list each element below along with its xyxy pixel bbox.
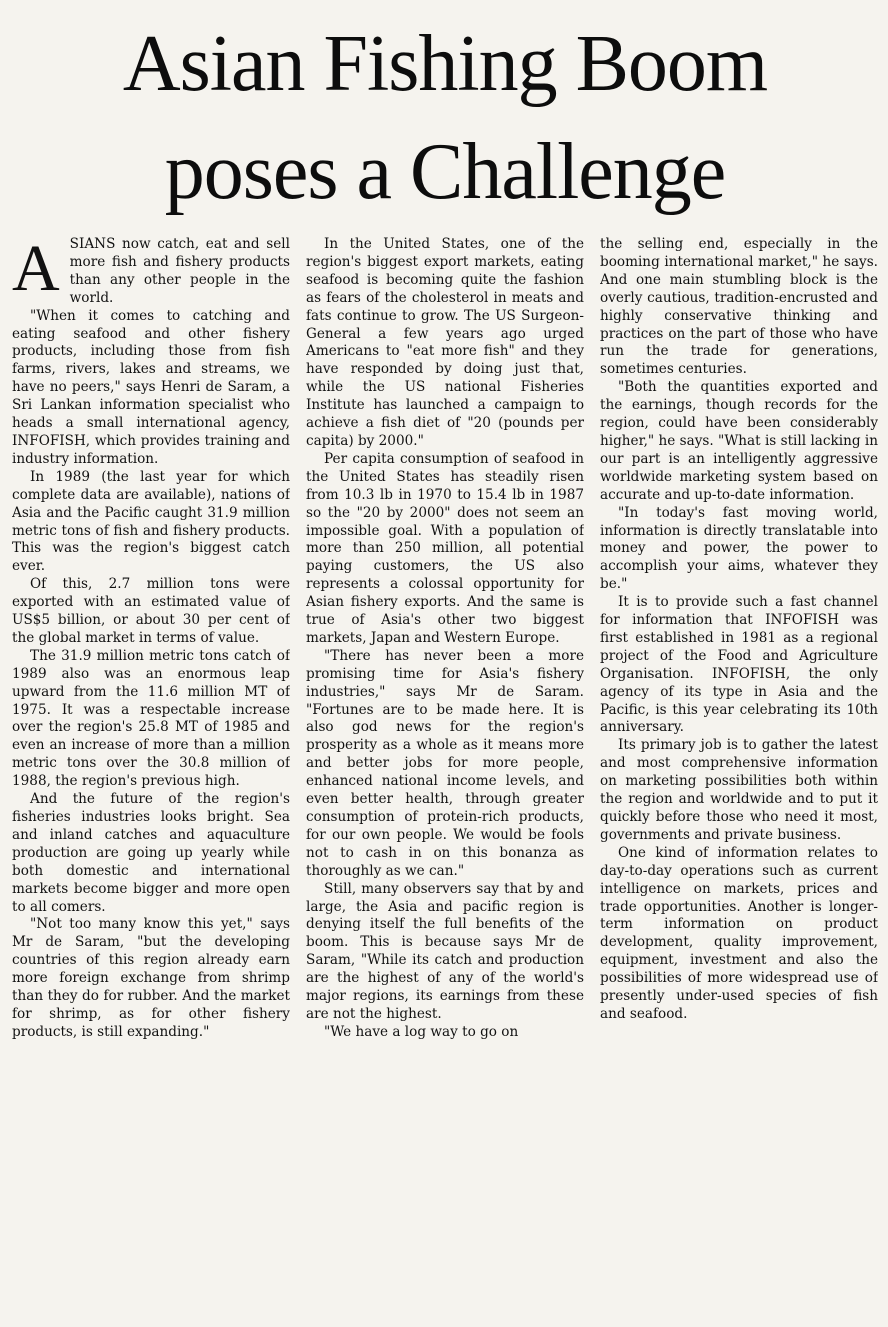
paragraph: In 1989 (the last year for which complete data are available), nations of Asia and the Pacific caught 31.9 million metric tons of fish and fishery products. This was the region's biggest catch ever.: [12, 468, 290, 575]
paragraph: Still, many observers say that by and large, the Asia and pacific region is denying itself the full benefits of the boom. This is because says Mr de Saram, "While its catch and production are the highest of any of the world's major regions, its earnings from these are not the highest.: [306, 880, 584, 1022]
paragraph: In the United States, one of the region's biggest export markets, eating seafood is becoming quite the fashion as fears of the cholesterol in meats and fats continue to grow. The US Surgeon-General a few years ago urged Americans to "eat more fish" and they have responded by doing just that, while the US national Fisheries Institute has launched a campaign to achieve a fish diet of "20 (pounds per capita) by 2000.": [306, 236, 584, 449]
paragraph: ASIANS now catch, eat and sell more fish and fishery products than any other people in the world.: [12, 236, 290, 306]
headline-line-1: Asian Fishing Boom: [122, 20, 768, 108]
paragraph: "When it comes to catching and eating seafood and other fishery products, including those from fish farms, rivers, lakes and streams, we have no peers," says Henri de Saram, a Sri Lankan information specialist who heads a small international agency, INFOFISH, which provides training and industry information.: [12, 307, 290, 467]
article-body: [12, 236, 878, 1321]
paragraph: The 31.9 million metric tons catch of 1989 also was an enormous leap upward from the 11.6 million MT of 1975. It was a respectable increase over the region's 25.8 MT of 1985 and even an increase of more than a million metric tons over the 30.8 million of 1988, the region's previous high.: [12, 647, 290, 790]
paragraph: It is to provide such a fast channel for information that INFOFISH was first established in 1981 as a regional project of the Food and Agriculture Organisation. INFOFISH, the only agency of its type in Asia and the Pacific, is this year celebrating its 10th anniversary.: [600, 594, 878, 736]
paragraph: Of this, 2.7 million tons were exported with an estimated value of US$5 billion, or about 30 per cent of the global market in terms of value.: [12, 576, 290, 646]
paragraph: Its primary job is to gather the latest and most comprehensive information on marketing possibilities both within the region and worldwide and to put it quickly before those who need it most, governments and private business.: [600, 737, 878, 843]
column-3: [600, 236, 878, 1321]
paragraph: Per capita consumption of seafood in the United States has steadily risen from 10.3 lb in 1970 to 15.4 lb in 1987 so the "20 by 2000" does not seem an impossible goal. With a population of more than 250 million, all potential paying customers, the US also represents a colossal opportunity for Asian fishery exports. And the same is true of Asia's other two biggest markets, Japan and Western Europe.: [306, 450, 584, 646]
paragraph: "There has never been a more promising time for Asia's fishery industries," says Mr de Saram. "Fortunes are to be made here. It is also god news for the region's prosperity as a whole as it means more and better jobs for more people, enhanced national income levels, and even better health, through greater consumption of protein-rich products, for our own people. We would be fools not to cash in on this bonanza as thoroughly as we can.": [306, 647, 584, 879]
headline: [12, 10, 878, 226]
headline-line-2: poses a Challenge: [164, 128, 726, 216]
column-2: [306, 236, 584, 1321]
drop-cap: A: [12, 236, 60, 305]
paragraph: "Both the quantities exported and the earnings, though records for the region, could have been considerably higher," he says. "What is still lacking in our part is an intelligently aggressive worldwide marketing system based on accurate and up-to-date information.: [600, 379, 878, 503]
paragraph: "In today's fast moving world, information is directly translatable into money and power, the power to accomplish your aims, whatever they be.": [600, 504, 878, 593]
paragraph: "Not too many know this yet," says Mr de Saram, "but the developing countries of this region already earn more foreign exchange from shrimp than they do for rubber. And the market for shrimp, as for other fishery products, is still expanding.": [12, 916, 290, 1040]
paragraph: the selling end, especially in the booming international market," he says. And one main stumbling block is the overly cautious, tradition-encrusted and highly conservative thinking and practices on the part of those who have run the trade for generations, sometimes centuries.: [600, 236, 878, 378]
paragraph: One kind of information relates to day-to-day operations such as current intelligence on markets, prices and trade opportunities. Another is longer-term information on product development, quality improvement, equipment, investment and also the possibilities of more widespread use of presently under-used species of fish and seafood.: [600, 844, 878, 1022]
paragraph: "We have a log way to go on: [324, 1023, 519, 1040]
paragraph: And the future of the region's fisheries industries looks bright. Sea and inland catches and aquaculture production are going up yearly while both domestic and international markets become bigger and more open to all comers.: [12, 791, 290, 915]
column-1: [12, 236, 290, 1321]
